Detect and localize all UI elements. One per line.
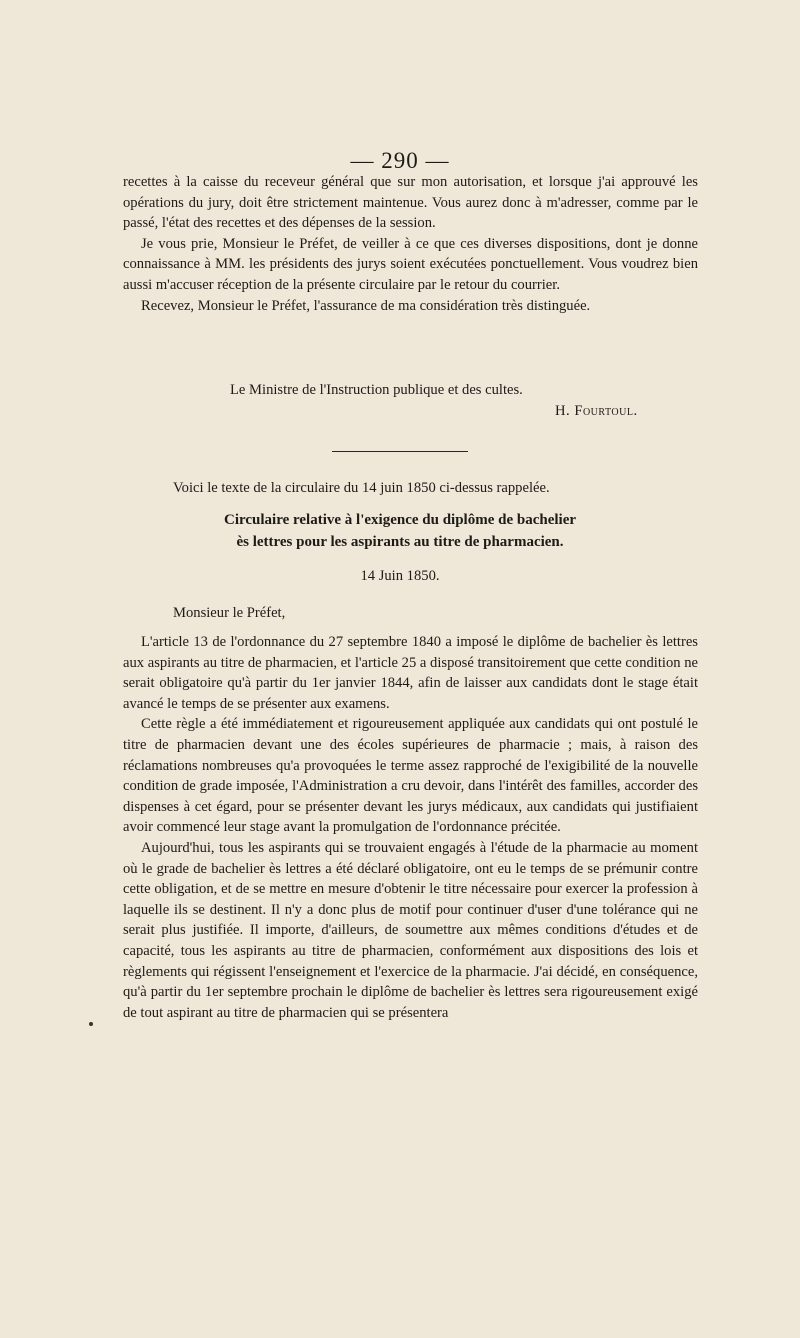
signature-title: Le Ministre de l'Instruction publique et des cultes. xyxy=(230,382,523,398)
paragraph: Je vous prie, Monsieur le Préfet, de veiller à ce que ces diverses dispositions, dont je donne connaissance à MM. les présidents des jurys soient exécutées ponctuellement. Vous voudrez bien aussi m'accuser réception de la présente circulaire par le retour du courrier. xyxy=(123,235,698,293)
letter-closing-text xyxy=(123,172,698,316)
ink-dot xyxy=(89,1022,93,1026)
paragraph: Cette règle a été immédiatement et rigoureusement appliquée aux candidats qui ont postulé le titre de pharmacien devant une des écoles supérieures de pharmacie ; mais, à raison des réclamations nombreuses qu'a provoquées le terme assez rapproché de l'exigibilité de la nouvelle condition de grade imposée, l'Administration a cru devoir, dans l'intérêt des familles, accorder des dispenses à cet égard, pour se présenter devant les jurys médicaux, aux candidats qui justifiaient avoir commencé leur stage avant la promulgation de l'ordonnance précitée. xyxy=(123,716,698,836)
heading-line: ès lettres pour les aspirants au titre de pharmacien. xyxy=(236,534,564,550)
page-number: — 290 — xyxy=(350,148,450,173)
circular-date: 14 Juin 1850. xyxy=(360,568,440,584)
paragraph: L'article 13 de l'ordonnance du 27 septembre 1840 a imposé le diplôme de bachelier ès lettres aux aspirants au titre de pharmacien, et l'article 25 a disposé transitoirement que cette condition ne serait obligatoire qu'à partir du 1er janvier 1844, afin de laisser aux candidats dont le stage était avancé le temps de se présenter aux examens. xyxy=(123,634,698,712)
heading-line: Circulaire relative à l'exigence du diplôme de bachelier xyxy=(223,512,577,528)
signature-name: H. Fourtoul. xyxy=(555,403,638,419)
intro-line: Voici le texte de la circulaire du 14 juin 1850 ci-dessus rappelée. xyxy=(173,480,550,496)
section-divider xyxy=(332,451,468,452)
salutation: Monsieur le Préfet, xyxy=(173,605,286,621)
circular-body xyxy=(123,632,698,1023)
circular-heading xyxy=(100,509,700,553)
paragraph: Recevez, Monsieur le Préfet, l'assurance de ma considération très distinguée. xyxy=(141,297,591,314)
paragraph: recettes à la caisse du receveur général que sur mon autorisation, et lorsque j'ai approuvé les opérations du jury, doit être strictement maintenue. Vous aurez donc à m'adresser, comme par le passé, l'état des recettes et des dépenses de la session. xyxy=(123,174,698,232)
paragraph: Aujourd'hui, tous les aspirants qui se trouvaient engagés à l'étude de la pharmacie au moment où le grade de bachelier ès lettres a été déclaré obligatoire, ont eu le temps de se prémunir contre cette obligation, et de se mettre en mesure d'obtenir le titre nécessaire pour exercer la profession à laquelle ils se destinent. Il n'y a donc plus de motif pour continuer d'user d'une tolérance qui ne serait plus justifiée. Il importe, d'ailleurs, de soumettre aux mêmes conditions d'études et de capacité, tous les aspirants au titre de pharmacien, conformément aux dispositions des lois et règlements qui régissent l'enseignement et l'exercice de la pharmacie. J'ai décidé, en conséquence, qu'à partir du 1er septembre prochain le diplôme de bachelier ès lettres sera rigoureusement exigé de tout aspirant au titre de pharmacien qui se présentera xyxy=(123,839,698,1021)
